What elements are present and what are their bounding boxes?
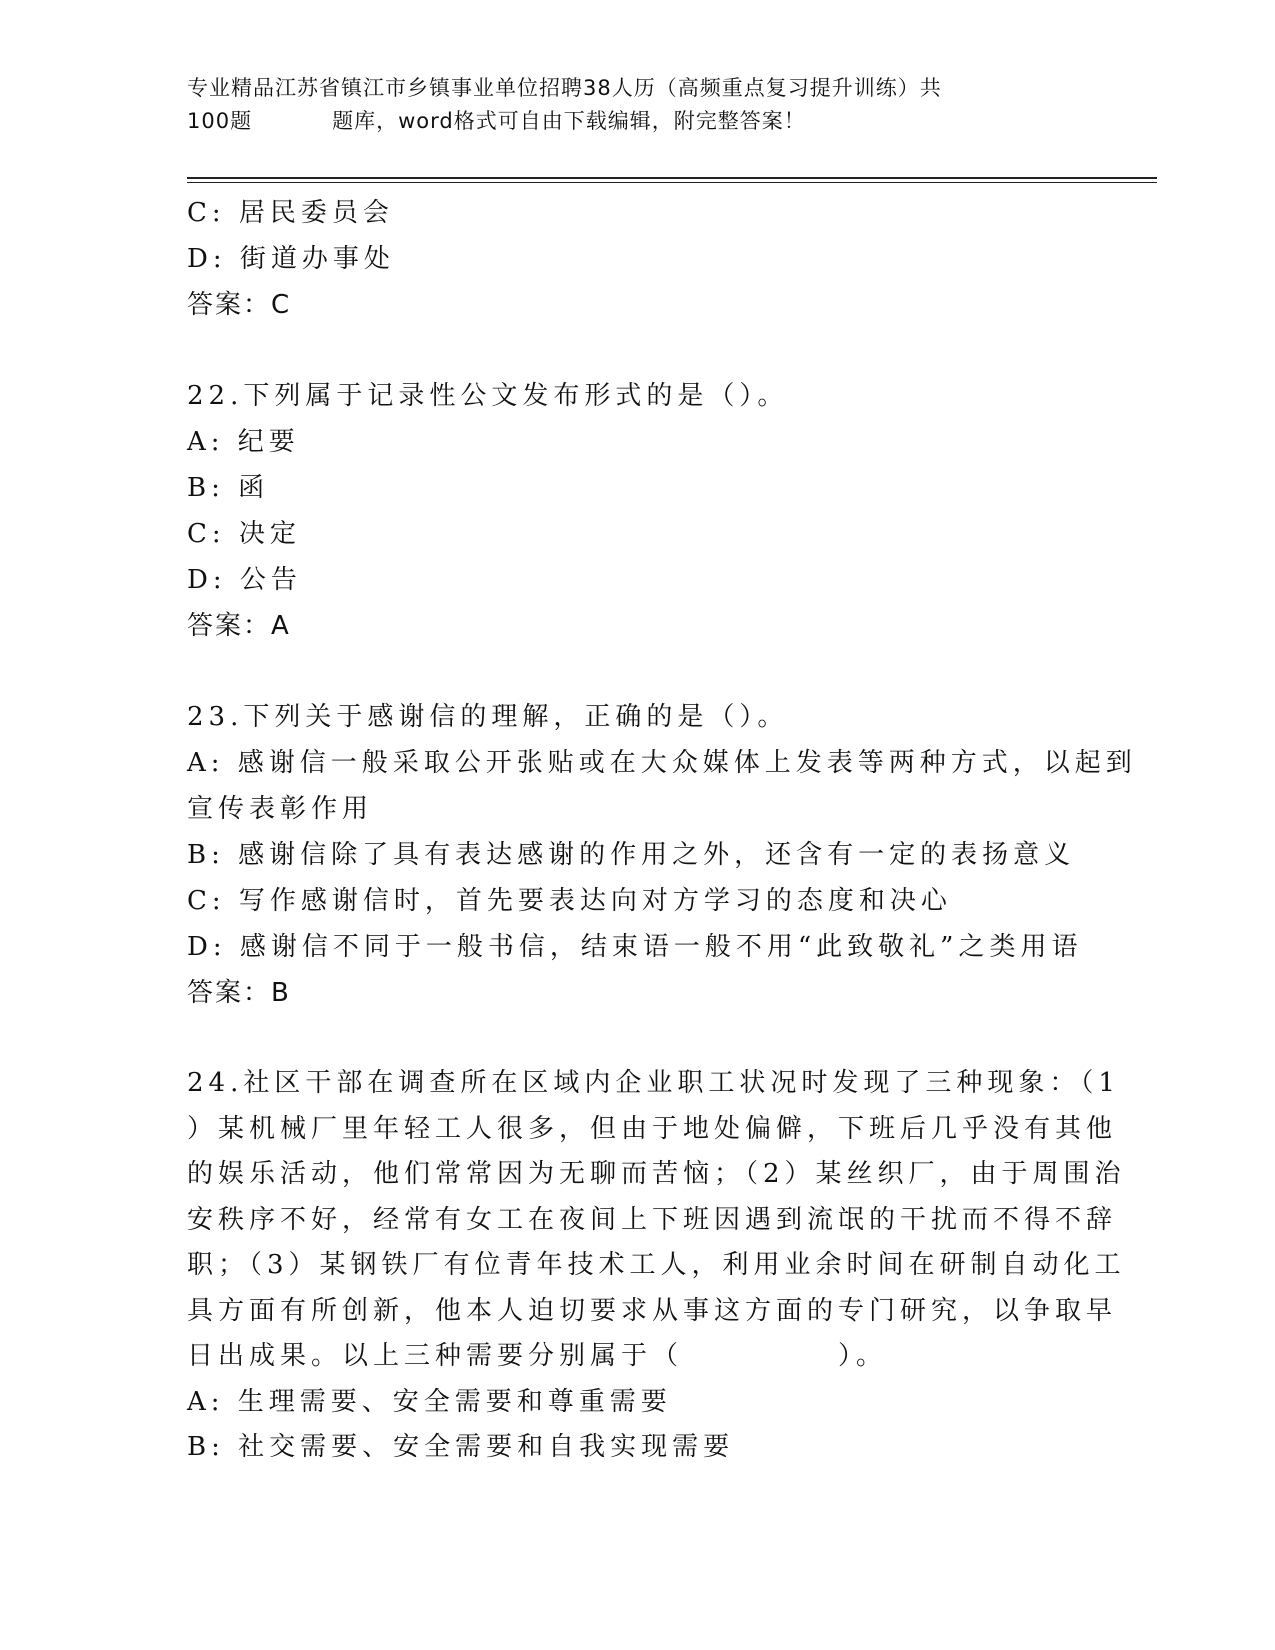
question-stem-line1: 24.社区干部在调查所在区域内企业职工状况时发现了三种现象：（1 — [187, 1068, 1120, 1098]
question-23 — [187, 694, 1137, 1016]
option-d: D: 街道办事处 — [187, 244, 395, 274]
document-header — [187, 72, 1067, 138]
option-d: D: 感谢信不同于一般书信，结束语一般不用“此致敬礼”之类用语 — [187, 932, 1083, 962]
question-21-tail — [187, 190, 1087, 328]
header-divider-thin — [187, 182, 1157, 183]
question-stem-line4: 安秩序不好，经常有女工在夜间上下班因遇到流氓的干扰而不得不辞 — [187, 1204, 1118, 1235]
option-a: A: 生理需要、安全需要和尊重需要 — [187, 1386, 672, 1417]
option-b: B: 感谢信除了具有表达感谢的作用之外，还含有一定的表扬意义 — [187, 840, 1076, 870]
answer-line: 答案：A — [187, 611, 291, 641]
option-d: D: 公告 — [187, 565, 302, 595]
question-stem-line7: 日出成果。以上三种需要分别属于（ ）。 — [187, 1341, 888, 1371]
option-b: B: 函 — [187, 473, 270, 503]
header-title-line2 — [187, 105, 1067, 138]
header-title-line1: 专业精品江苏省镇江市乡镇事业单位招聘38人历（高频重点复习提升训练）共 — [187, 76, 942, 100]
answer-line: 答案：C — [187, 290, 292, 320]
question-stem: 22.下列属于记录性公文发布形式的是（）。 — [187, 381, 789, 411]
question-stem-line2: ）某机械厂里年轻工人很多，但由于地处偏僻，下班后几乎没有其他 — [187, 1113, 1118, 1144]
option-c: C: 决定 — [187, 519, 301, 549]
document-body — [187, 190, 1137, 1471]
answer-line: 答案：B — [187, 978, 291, 1008]
header-description: 题库，word格式可自由下载编辑，附完整答案！ — [332, 109, 806, 133]
question-stem: 23.下列关于感谢信的理解，正确的是（）。 — [187, 702, 789, 732]
header-question-count: 100题 — [187, 109, 253, 133]
question-stem-line3: 的娱乐活动，他们常常因为无聊而苦恼；（2）某丝织厂，由于周围治 — [187, 1159, 1126, 1189]
option-c: C: 写作感谢信时，首先要表达向对方学习的态度和决心 — [187, 886, 952, 916]
question-22 — [187, 373, 1087, 649]
question-stem-line5: 职；（3）某钢铁厂有位青年技术工人，利用业余时间在研制自动化工 — [187, 1250, 1126, 1280]
question-24 — [187, 1061, 1126, 1471]
option-a: A: 纪要 — [187, 427, 300, 457]
header-divider-thick — [187, 177, 1157, 179]
option-a-line1: A: 感谢信一般采取公开张贴或在大众媒体上发表等两种方式，以起到 — [187, 748, 1137, 778]
question-stem-line6: 具方面有所创新，他本人迫切要求从事这方面的专门研究，以争取早 — [187, 1295, 1118, 1326]
option-a-line2: 宣传表彰作用 — [187, 794, 374, 824]
option-c: C: 居民委员会 — [187, 198, 394, 228]
option-b: B: 社交需要、安全需要和自我实现需要 — [187, 1432, 735, 1462]
